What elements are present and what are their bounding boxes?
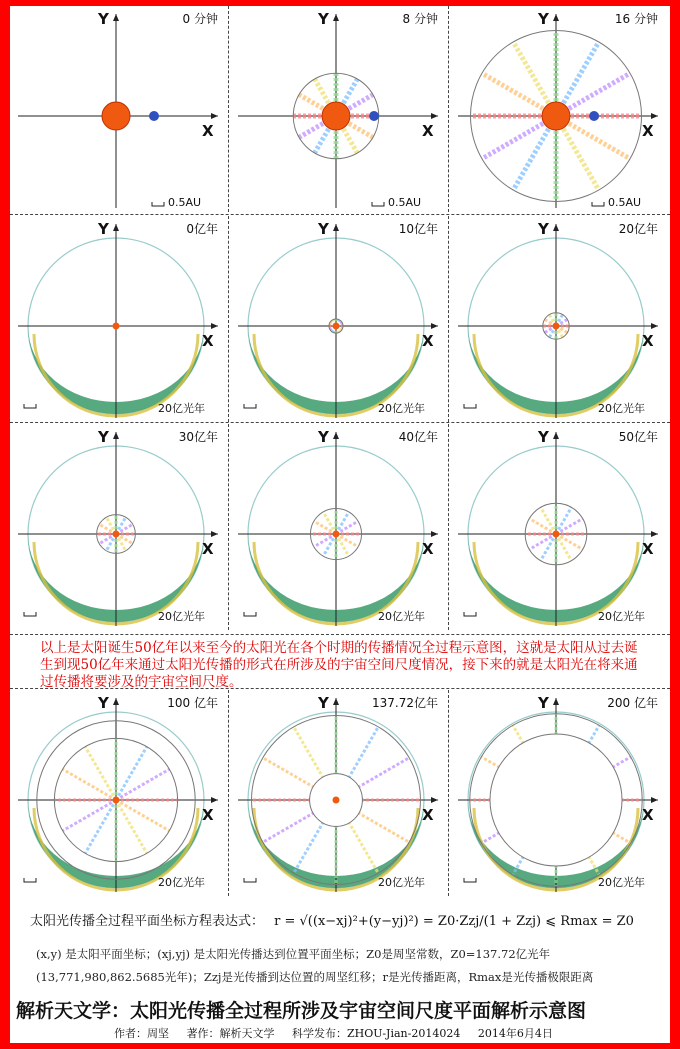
y-axis-arrow	[333, 224, 339, 231]
x-axis-arrow	[211, 797, 218, 803]
scale-bar-icon	[372, 202, 384, 206]
scale-bar-icon	[464, 878, 476, 882]
panel-drawing	[230, 6, 448, 212]
credit-author: 作者：周坚	[114, 1027, 169, 1040]
time-label: 8 分钟	[402, 12, 438, 26]
y-axis-label: Y	[538, 220, 549, 238]
y-axis-label: Y	[98, 694, 109, 712]
scale-bar-icon	[152, 202, 164, 206]
earth-icon	[149, 111, 159, 121]
credits	[114, 1025, 674, 1041]
x-axis-label: X	[422, 540, 434, 558]
column-separator	[448, 424, 449, 630]
scale-label: 20亿光年	[378, 402, 425, 415]
x-axis-arrow	[431, 113, 438, 119]
credit-date: 2014年6月4日	[477, 1027, 553, 1040]
formula-expression: r = √((x−xj)²+(y−yj)²) = Z0·Zzj/(1 + Zzj) ⩽ Rmax = Z0	[274, 914, 634, 929]
credit-publish: 科学发布：ZHOU-Jian-2014024	[292, 1027, 461, 1040]
y-axis-label: Y	[98, 220, 109, 238]
time-label: 0亿年	[186, 222, 218, 236]
light-ray	[529, 534, 556, 549]
scale-label: 20亿光年	[598, 402, 645, 415]
column-separator	[228, 6, 229, 212]
formula-legend-line-2: (13,771,980,862.5685光年)；Zzj是光传播到达位置的周坚红移；r是光传播距离，Rmax是光传播极限距离	[36, 970, 594, 984]
scale-label: 0.5AU	[168, 196, 202, 209]
y-axis-arrow	[113, 14, 119, 21]
light-ray	[541, 534, 556, 561]
time-label: 40亿年	[398, 430, 438, 444]
diagram-panel	[10, 216, 228, 422]
time-label: 0 分钟	[182, 12, 218, 26]
light-ray	[556, 519, 583, 534]
x-axis-label: X	[202, 332, 214, 350]
diagram-panel	[230, 6, 448, 212]
diagram-panel	[450, 216, 668, 422]
x-axis-label: X	[422, 332, 434, 350]
panel-drawing	[10, 216, 228, 422]
column-separator	[228, 216, 229, 422]
y-axis-label: Y	[538, 694, 549, 712]
scale-bar-icon	[592, 202, 604, 206]
y-axis-arrow	[553, 14, 559, 21]
time-label: 16 分钟	[614, 12, 658, 26]
scale-label: 20亿光年	[158, 402, 205, 415]
x-axis-label: X	[202, 540, 214, 558]
y-axis-arrow	[113, 224, 119, 231]
light-ray	[556, 507, 571, 534]
diagram-panel	[450, 424, 668, 630]
light-ray	[541, 507, 556, 534]
sun-icon	[542, 102, 570, 130]
panel-drawing	[10, 424, 228, 630]
diagram-panel	[230, 690, 448, 896]
row-separator	[10, 422, 670, 423]
earth-icon	[369, 111, 379, 121]
scale-bar-icon	[244, 612, 256, 616]
time-label: 20亿年	[618, 222, 658, 236]
diagram-panel	[10, 424, 228, 630]
y-axis-label: Y	[538, 10, 549, 28]
y-axis-label: Y	[318, 220, 329, 238]
x-axis-label: X	[202, 806, 214, 824]
panel-drawing	[10, 6, 228, 212]
y-axis-label: Y	[98, 10, 109, 28]
scale-label: 0.5AU	[388, 196, 422, 209]
x-axis-arrow	[431, 797, 438, 803]
light-ray	[556, 534, 571, 561]
main-frame	[10, 6, 670, 1043]
scale-bar-icon	[244, 878, 256, 882]
x-axis-arrow	[431, 531, 438, 537]
panel-drawing	[450, 6, 668, 212]
light-ray	[529, 519, 556, 534]
scale-label: 20亿光年	[598, 876, 645, 889]
sun-icon	[333, 531, 340, 538]
x-axis-arrow	[431, 323, 438, 329]
row-separator	[10, 214, 670, 215]
light-ray	[556, 534, 583, 549]
y-axis-label: Y	[318, 694, 329, 712]
panel-drawing	[230, 424, 448, 630]
time-label: 50亿年	[618, 430, 658, 444]
scale-label: 20亿光年	[378, 610, 425, 623]
sun-icon	[102, 102, 130, 130]
panel-drawing	[450, 690, 668, 896]
scale-bar-icon	[24, 878, 36, 882]
column-separator	[228, 690, 229, 896]
sun-icon	[553, 323, 560, 330]
sun-icon	[333, 797, 340, 804]
y-axis-arrow	[333, 14, 339, 21]
scale-bar-icon	[244, 404, 256, 408]
y-axis-arrow	[333, 432, 339, 439]
y-axis-label: Y	[318, 10, 329, 28]
page-title: 解析天文学：太阳光传播全过程所涉及宇宙空间尺度平面解析示意图	[16, 1000, 587, 1022]
x-axis-arrow	[211, 531, 218, 537]
time-label: 137.72亿年	[372, 696, 438, 710]
x-axis-label: X	[642, 332, 654, 350]
x-axis-label: X	[202, 122, 214, 140]
y-axis-arrow	[333, 698, 339, 705]
column-separator	[228, 424, 229, 630]
column-separator	[448, 6, 449, 212]
x-axis-arrow	[211, 113, 218, 119]
y-axis-arrow	[553, 224, 559, 231]
sun-icon	[113, 323, 120, 330]
formula-legend-line-1: (x,y) 是太阳平面坐标；(xj,yj) 是太阳光传播达到位置平面坐标；Z0是周坚常数，Z0=137.72亿光年	[36, 947, 551, 961]
scale-label: 20亿光年	[598, 610, 645, 623]
scale-bar-icon	[464, 404, 476, 408]
panel-drawing	[450, 216, 668, 422]
formula-label: 太阳光传播全过程平面坐标方程表达式：	[30, 914, 265, 929]
scale-bar-icon	[464, 612, 476, 616]
inner-boundary-circle	[490, 734, 622, 866]
sun-icon	[322, 102, 350, 130]
x-axis-arrow	[651, 797, 658, 803]
credit-work: 著作：解析天文学	[186, 1027, 275, 1040]
sun-icon	[113, 531, 120, 538]
x-axis-arrow	[211, 323, 218, 329]
y-axis-arrow	[113, 432, 119, 439]
column-separator	[448, 216, 449, 422]
x-axis-label: X	[422, 122, 434, 140]
y-axis-label: Y	[318, 428, 329, 446]
scale-label: 20亿光年	[158, 610, 205, 623]
diagram-panel	[230, 424, 448, 630]
diagram-panel	[10, 6, 228, 212]
explanation-note: 以上是太阳诞生50亿年以来至今的太阳光在各个时期的传播情况全过程示意图，这就是太阳从过去诞生到现50亿年来通过太阳光传播的形式在所涉及的宇宙空间尺度情况，接下来的就是太阳光在将来通过传播将要涉及的宇宙空间尺度。	[40, 640, 638, 690]
x-axis-label: X	[422, 806, 434, 824]
x-axis-label: X	[642, 540, 654, 558]
y-axis-label: Y	[538, 428, 549, 446]
x-axis-arrow	[651, 323, 658, 329]
time-label: 100 亿年	[167, 696, 218, 710]
y-axis-arrow	[553, 432, 559, 439]
y-axis-arrow	[113, 698, 119, 705]
scale-label: 20亿光年	[158, 876, 205, 889]
row-separator	[10, 634, 670, 635]
panel-drawing	[230, 690, 448, 896]
panel-drawing	[10, 690, 228, 896]
sun-icon	[553, 531, 560, 538]
formula-row	[30, 910, 670, 929]
y-axis-label: Y	[98, 428, 109, 446]
earth-icon	[589, 111, 599, 121]
x-axis-label: X	[642, 806, 654, 824]
scale-label: 0.5AU	[608, 196, 642, 209]
diagram-panel	[10, 690, 228, 896]
x-axis-arrow	[651, 531, 658, 537]
scale-label: 20亿光年	[378, 876, 425, 889]
scale-bar-icon	[24, 404, 36, 408]
time-label: 30亿年	[178, 430, 218, 444]
time-label: 10亿年	[398, 222, 438, 236]
panel-drawing	[230, 216, 448, 422]
time-label: 200 亿年	[607, 696, 658, 710]
sun-icon	[333, 323, 340, 330]
x-axis-label: X	[642, 122, 654, 140]
y-axis-arrow	[553, 698, 559, 705]
diagram-panel	[230, 216, 448, 422]
diagram-panel	[450, 690, 668, 896]
panel-drawing	[450, 424, 668, 630]
diagram-panel	[450, 6, 668, 212]
sun-icon	[113, 797, 120, 804]
x-axis-arrow	[651, 113, 658, 119]
column-separator	[448, 690, 449, 896]
scale-bar-icon	[24, 612, 36, 616]
